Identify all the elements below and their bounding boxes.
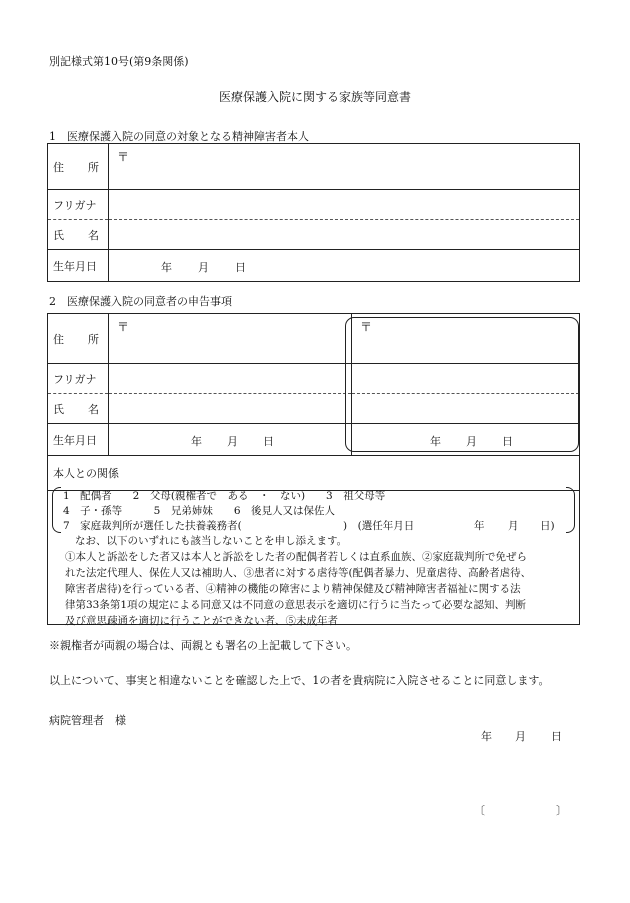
postal-mark-3: 〒 <box>360 320 373 334</box>
document-title: 医療保護入院に関する家族等同意書 <box>218 90 411 104</box>
sign-date-year: 年 <box>481 730 492 743</box>
address-label-char2: 所 <box>88 160 99 174</box>
dob-label: 生年月日 <box>48 250 109 282</box>
name-label-char2: 名 <box>88 228 99 242</box>
relation-option-line3-date-label: ) (選任年月日 <box>343 520 415 532</box>
relation-appoint-year: 年 <box>474 520 485 532</box>
note-line-2: れた法定代理人、保佐人又は補助人、③患者に対する虐待等(配偶者暴力、児童虐待、高齢者虐待、 <box>65 567 532 579</box>
note-line-1: ①本人と訴訟をした者又は本人と訴訟をした者の配偶者若しくは直系血族、②家庭裁判所で免ぜら <box>65 551 527 563</box>
signature-bracket-close: 〕 <box>556 804 567 817</box>
addressee: 病院管理者 様 <box>49 714 126 727</box>
relation-appoint-day: 日) <box>540 520 555 532</box>
note-line-3: 障害者虐待)を行っている者、④精神の機能の障害により精神保健及び精神障害者福祉に関する法 <box>65 583 521 595</box>
consenter1-furigana-field[interactable] <box>109 364 352 394</box>
patient-info-table <box>47 143 580 282</box>
relation-label: 本人との関係 <box>48 456 580 491</box>
section2-heading: 2 医療保護入院の同意者の申告事項 <box>49 295 232 308</box>
postal-mark: 〒 <box>117 150 130 164</box>
relation-bracket-left <box>52 487 61 533</box>
consenter1-address-field[interactable] <box>109 314 352 364</box>
furigana-label: フリガナ <box>48 190 109 220</box>
address-label2-char1: 住 <box>53 332 64 346</box>
relation-bracket-right <box>566 487 575 533</box>
guardian-note: ※親権者が両親の場合は、両親とも署名の上記載して下さい。 <box>49 639 357 652</box>
relation-appoint-month: 月 <box>508 520 519 532</box>
name-label-cell <box>48 220 109 250</box>
section1-heading: 1 医療保護入院の同意の対象となる精神障害者本人 <box>49 130 309 143</box>
signature-bracket-open: 〔 <box>474 804 485 817</box>
dob2-month: 月 <box>227 435 238 448</box>
note-intro: なお、以下のいずれにも該当しないことを申し添えます。 <box>75 535 348 547</box>
dob2-year: 年 <box>191 435 202 448</box>
relation-option-line1[interactable]: 1 配偶者 2 父母(親権者で ある ・ ない) 3 祖父母等 <box>63 490 386 502</box>
postal-mark-2: 〒 <box>117 320 130 334</box>
dob3-year: 年 <box>430 435 441 448</box>
dob3-month: 月 <box>466 435 477 448</box>
dob-month: 月 <box>198 261 209 274</box>
dob2-day: 日 <box>263 435 274 448</box>
patient-furigana-field[interactable] <box>109 190 580 220</box>
dob-day: 日 <box>235 261 246 274</box>
furigana-label-2: フリガナ <box>48 364 109 394</box>
consenter1-dob-field[interactable] <box>109 424 352 456</box>
name-label-cell-2 <box>48 394 109 424</box>
name-label2-char1: 氏 <box>53 402 64 416</box>
dob-year: 年 <box>161 261 172 274</box>
relation-option-line3[interactable]: 7 家庭裁判所が選任した扶養義務者( <box>63 520 242 532</box>
address-label2-char2: 所 <box>88 332 99 346</box>
sign-date-day: 日 <box>551 730 562 743</box>
address-label-char1: 住 <box>53 160 64 174</box>
note-line-5: 及び意思疎通を適切に行うことができない者、⑤未成年者 <box>65 615 338 627</box>
signature-field[interactable] <box>486 798 552 816</box>
dob3-day: 日 <box>502 435 513 448</box>
note-line-4: 律第33条第1項の規定による同意又は不同意の意思表示を適切に行うに当たって必要な認知、判断 <box>65 599 527 611</box>
relation-option-line2[interactable]: 4 子・孫等 5 兄弟姉妹 6 後見人又は保佐人 <box>63 505 336 517</box>
address-label-cell <box>48 144 109 190</box>
consent-statement: 以上について、事実と相違ないことを確認した上で、1の者を貴病院に入院させることに同意します。 <box>49 674 550 687</box>
dob-label-2: 生年月日 <box>48 424 109 456</box>
address-label-cell-2 <box>48 314 109 364</box>
form-number: 別記様式第10号(第9条関係) <box>49 55 189 68</box>
name-label-char1: 氏 <box>53 228 64 242</box>
consenter2-bracket <box>345 317 579 452</box>
patient-name-field[interactable] <box>109 220 580 250</box>
name-label2-char2: 名 <box>88 402 99 416</box>
patient-address-field[interactable] <box>109 144 580 190</box>
consenter1-name-field[interactable] <box>109 394 352 424</box>
patient-dob-field[interactable] <box>109 250 580 282</box>
sign-date-month: 月 <box>515 730 526 743</box>
